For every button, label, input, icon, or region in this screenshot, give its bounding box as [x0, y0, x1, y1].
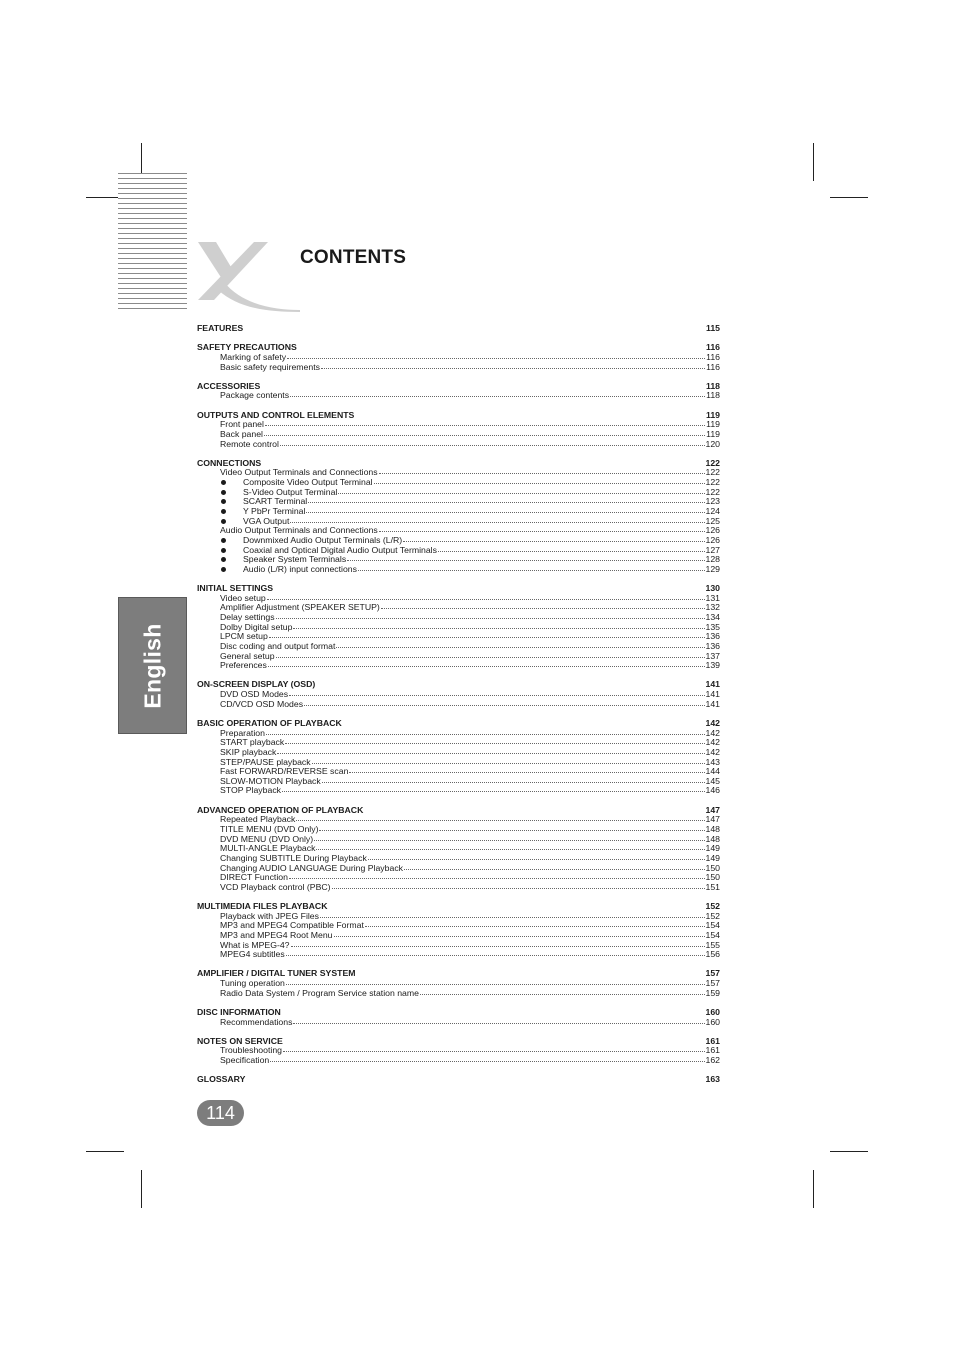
- toc-entry-page: 124: [705, 505, 720, 516]
- toc-entry-title: Changing AUDIO LANGUAGE During Playback: [220, 862, 404, 873]
- toc-leader: [420, 993, 705, 995]
- toc-leader: [290, 395, 705, 397]
- toc-entry-title: Audio Output Terminals and Connections: [220, 525, 378, 536]
- toc-leader: [264, 434, 705, 436]
- toc-entry-page: 149: [705, 843, 720, 854]
- toc-entry-title: S-Video Output Terminal: [243, 486, 338, 497]
- toc-entry-page: 141: [705, 698, 720, 709]
- toc-section: [197, 459, 720, 575]
- toc-leader: [316, 685, 704, 686]
- toc-entry-page: 142: [705, 727, 720, 738]
- toc-entry-page: 119: [706, 428, 720, 439]
- toc-section: [197, 382, 720, 401]
- toc-leader: [308, 501, 704, 503]
- toc-leader: [364, 811, 704, 812]
- toc-entry[interactable]: [197, 623, 720, 633]
- toc-heading-page: 147: [705, 804, 720, 815]
- toc-entry-title: Composite Video Output Terminal: [243, 477, 373, 488]
- toc-leader: [304, 704, 704, 706]
- toc-heading-title: ON-SCREEN DISPLAY (OSD): [197, 679, 316, 690]
- bullet-icon: [221, 567, 226, 572]
- toc-leader: [368, 858, 705, 860]
- toc-leader: [269, 636, 705, 638]
- toc-leader: [338, 492, 704, 494]
- toc-entry-page: 116: [706, 361, 720, 372]
- header-stripes: [118, 173, 187, 313]
- toc-leader: [276, 617, 705, 619]
- toc-entry-title: CD/VCD OSD Modes: [220, 698, 304, 709]
- toc-entry-title: VGA Output: [243, 515, 290, 526]
- crop-mark: [141, 1170, 142, 1208]
- toc-leader: [266, 733, 705, 735]
- toc-leader: [274, 589, 704, 590]
- bullet-icon: [221, 509, 226, 514]
- toc-entry-page: 148: [705, 833, 720, 844]
- toc-leader: [316, 848, 704, 850]
- toc-leader: [244, 329, 705, 330]
- toc-heading-page: 130: [705, 583, 720, 594]
- toc-entry-title: Coaxial and Optical Digital Audio Output Terminals: [243, 544, 437, 555]
- crop-mark: [86, 1151, 124, 1152]
- toc-entry-title: STEP/PAUSE playback: [220, 756, 311, 767]
- toc-heading-page: 119: [705, 409, 720, 420]
- toc-entry-page: 151: [705, 881, 720, 892]
- toc-heading-page: 160: [705, 1006, 720, 1017]
- crop-mark: [813, 143, 814, 181]
- toc-leader: [374, 482, 705, 484]
- bullet-icon: [221, 557, 226, 562]
- toc-entry-title: Dolby Digital setup: [220, 621, 293, 632]
- toc-section: [197, 902, 720, 960]
- toc-entry-page: 123: [705, 496, 720, 507]
- toc-leader: [319, 829, 704, 831]
- toc-entry-title: Troubleshooting: [220, 1045, 282, 1056]
- toc-entry-page: 154: [705, 920, 720, 931]
- toc-entry-page: 144: [705, 766, 720, 777]
- toc-leader: [334, 935, 705, 937]
- toc-leader: [381, 607, 705, 609]
- toc-entry-title: Tuning operation: [220, 978, 285, 989]
- bullet-icon: [221, 538, 226, 543]
- toc-entry-page: 150: [705, 862, 720, 873]
- toc-heading-page: 152: [705, 901, 720, 912]
- toc-entry[interactable]: [197, 989, 720, 999]
- toc-entry[interactable]: [197, 642, 720, 652]
- toc-entry-title: General setup: [220, 650, 275, 661]
- toc-entry[interactable]: [197, 420, 720, 430]
- toc-entry-title: Audio (L/R) input connections: [243, 563, 357, 574]
- toc-leader: [358, 569, 705, 571]
- toc-section: [197, 1008, 720, 1027]
- toc-entry[interactable]: [197, 700, 720, 710]
- toc-entry-page: 150: [705, 872, 720, 883]
- toc-heading-title: FEATURES: [197, 323, 244, 333]
- toc-section: [197, 584, 720, 671]
- language-tab: [118, 597, 187, 734]
- toc-entry-title: MPEG4 subtitles: [220, 949, 285, 960]
- toc-entry-page: 155: [705, 939, 720, 950]
- toc-entry-title: Recommendations: [220, 1016, 293, 1027]
- toc-entry-title: Fast FORWARD/REVERSE scan: [220, 766, 349, 777]
- toc-heading-page: 115: [705, 323, 720, 333]
- toc-leader: [289, 694, 704, 696]
- toc-leader: [261, 387, 705, 388]
- toc-entry-title: SLOW-MOTION Playback: [220, 775, 321, 786]
- toc-entry-page: 136: [705, 640, 720, 651]
- toc-entry-title: Downmixed Audio Output Terminals (L/R): [243, 534, 403, 545]
- toc-entry-title: Front panel: [220, 419, 264, 430]
- toc-section: [197, 1075, 720, 1085]
- toc-entry-title: DVD MENU (DVD Only): [220, 833, 314, 844]
- toc-leader: [328, 907, 704, 908]
- toc-entry-title: START playback: [220, 737, 285, 748]
- toc-entry-title: Playback with JPEG Files: [220, 910, 319, 921]
- toc-leader: [276, 656, 705, 658]
- toc-section: [197, 411, 720, 450]
- toc-entry-title: SKIP playback: [220, 746, 277, 757]
- toc-entry-title: Y PbPr Terminal: [243, 505, 306, 516]
- toc-entry-title: Video Output Terminals and Connections: [220, 467, 378, 478]
- toc-entry-page: 122: [705, 486, 720, 497]
- toc-entry-page: 132: [705, 602, 720, 613]
- toc-heading-title: GLOSSARY: [197, 1074, 246, 1085]
- toc-heading-page: 116: [705, 342, 720, 353]
- table-of-contents: [197, 324, 720, 1095]
- toc-entry-title: Marking of safety: [220, 351, 287, 362]
- toc-leader: [296, 819, 704, 821]
- toc-entry[interactable]: [197, 883, 720, 893]
- toc-entry[interactable]: [197, 603, 720, 613]
- page-number: 114: [197, 1100, 244, 1126]
- toc-entry-page: 142: [705, 737, 720, 748]
- toc-entry-page: 126: [705, 525, 720, 536]
- toc-heading-title: MULTIMEDIA FILES PLAYBACK: [197, 901, 328, 912]
- toc-heading-page: 141: [705, 679, 720, 690]
- toc-entry-page: 157: [705, 978, 720, 989]
- toc-entry[interactable]: [197, 661, 720, 671]
- toc-entry-title: Package contents: [220, 390, 290, 401]
- toc-entry-page: 149: [705, 852, 720, 863]
- toc-heading-title: SAFETY PRECAUTIONS: [197, 342, 297, 353]
- toc-heading-page: 142: [705, 717, 720, 728]
- toc-entry-title: Changing SUBTITLE During Playback: [220, 852, 367, 863]
- toc-heading[interactable]: [197, 584, 720, 594]
- page-title: CONTENTS: [300, 247, 407, 268]
- toc-leader: [438, 550, 705, 552]
- toc-entry-page: 159: [705, 987, 720, 998]
- toc-entry-title: Basic safety requirements: [220, 361, 320, 372]
- toc-heading[interactable]: [197, 411, 720, 421]
- bullet-icon: [221, 480, 226, 485]
- toc-leader: [280, 444, 705, 446]
- toc-section: [197, 343, 720, 372]
- toc-heading-page: 161: [705, 1035, 720, 1046]
- toc-leader: [404, 868, 704, 870]
- toc-entry-title: MP3 and MPEG4 Compatible Format: [220, 920, 364, 931]
- toc-entry-page: 154: [705, 929, 720, 940]
- toc-entry-page: 122: [705, 477, 720, 488]
- toc-leader: [277, 752, 704, 754]
- bullet-icon: [221, 519, 226, 524]
- toc-leader: [379, 530, 705, 532]
- toc-entry-page: 152: [705, 910, 720, 921]
- toc-entry[interactable]: [197, 440, 720, 450]
- toc-leader: [320, 916, 705, 918]
- toc-leader: [298, 348, 705, 349]
- toc-section: [197, 719, 720, 796]
- toc-entry-title: Preparation: [220, 727, 265, 738]
- toc-entry-page: 148: [705, 823, 720, 834]
- toc-leader: [379, 472, 705, 474]
- toc-entry[interactable]: [197, 1056, 720, 1066]
- toc-leader: [267, 598, 705, 600]
- toc-heading-page: 163: [705, 1074, 720, 1085]
- toc-entry-page: 134: [705, 611, 720, 622]
- toc-entry-title: Speaker System Terminals: [243, 554, 347, 565]
- toc-entry-page: 161: [705, 1045, 720, 1056]
- toc-entry-title: SCART Terminal: [243, 496, 308, 507]
- toc-entry[interactable]: [197, 565, 720, 575]
- toc-leader: [289, 877, 705, 879]
- toc-entry-page: 146: [705, 785, 720, 796]
- toc-entry-page: 141: [705, 689, 720, 700]
- toc-entry-page: 135: [705, 621, 720, 632]
- toc-leader: [332, 887, 705, 889]
- toc-leader: [349, 771, 704, 773]
- toc-entry-page: 119: [706, 419, 720, 430]
- toc-entry[interactable]: [197, 1018, 720, 1028]
- toc-heading-title: AMPLIFIER / DIGITAL TUNER SYSTEM: [197, 968, 356, 979]
- toc-entry-page: 129: [705, 563, 720, 574]
- toc-leader: [343, 724, 705, 725]
- toc-heading-title: ADVANCED OPERATION OF PLAYBACK: [197, 804, 364, 815]
- crop-mark: [830, 197, 868, 198]
- toc-heading-page: 157: [705, 968, 720, 979]
- toc-entry[interactable]: [197, 950, 720, 960]
- toc-heading-title: ACCESSORIES: [197, 380, 261, 391]
- toc-leader: [355, 416, 705, 417]
- toc-entry-title: LPCM setup: [220, 631, 268, 642]
- toc-entry-title: Back panel: [220, 428, 263, 439]
- toc-section: [197, 1037, 720, 1066]
- toc-entry-page: 136: [705, 631, 720, 642]
- toc-heading-title: BASIC OPERATION OF PLAYBACK: [197, 717, 342, 728]
- toc-heading-title: OUTPUTS AND CONTROL ELEMENTS: [197, 409, 355, 420]
- toc-leader: [312, 762, 705, 764]
- toc-entry[interactable]: [197, 1046, 720, 1056]
- toc-entry-page: 125: [705, 515, 720, 526]
- toc-heading[interactable]: [197, 719, 720, 729]
- toc-leader: [336, 646, 704, 648]
- toc-heading[interactable]: [197, 324, 720, 334]
- toc-entry[interactable]: [197, 786, 720, 796]
- toc-leader: [270, 1060, 704, 1062]
- toc-leader: [293, 1022, 704, 1024]
- toc-leader: [284, 1042, 705, 1043]
- toc-entry-title: Video setup: [220, 592, 266, 603]
- toc-entry-title: DVD OSD Modes: [220, 689, 289, 700]
- toc-leader: [290, 521, 704, 523]
- toc-entry-title: VCD Playback control (PBC): [220, 881, 331, 892]
- toc-leader: [287, 357, 705, 359]
- toc-entry-page: 139: [705, 660, 720, 671]
- toc-entry[interactable]: [197, 391, 720, 401]
- x-logo-icon: [194, 238, 304, 314]
- toc-entry-page: 145: [705, 775, 720, 786]
- toc-leader: [356, 974, 704, 975]
- toc-entry-title: DIRECT Function: [220, 872, 288, 883]
- toc-entry-page: 156: [705, 949, 720, 960]
- crop-mark: [830, 1151, 868, 1152]
- toc-entry-page: 118: [706, 390, 720, 401]
- bullet-icon: [221, 548, 226, 553]
- toc-leader: [282, 790, 704, 792]
- toc-heading-title: DISC INFORMATION: [197, 1006, 281, 1017]
- toc-leader: [314, 839, 704, 841]
- toc-entry-title: Radio Data System / Program Service station name: [220, 987, 419, 998]
- toc-entry-page: 147: [705, 814, 720, 825]
- toc-leader: [293, 627, 704, 629]
- toc-entry-page: 128: [705, 554, 720, 565]
- toc-entry-title: Delay settings: [220, 611, 275, 622]
- toc-leader: [286, 954, 705, 956]
- toc-leader: [347, 559, 704, 561]
- bullet-icon: [221, 490, 226, 495]
- toc-heading-title: NOTES ON SERVICE: [197, 1035, 283, 1046]
- toc-leader: [265, 424, 705, 426]
- toc-entry-page: 120: [705, 438, 720, 449]
- toc-entry-page: 137: [705, 650, 720, 661]
- toc-section: [197, 324, 720, 334]
- toc-entry-title: Disc coding and output format: [220, 640, 336, 651]
- toc-entry-title: Amplifier Adjustment (SPEAKER SETUP): [220, 602, 380, 613]
- toc-section: [197, 969, 720, 998]
- toc-leader: [283, 1050, 705, 1052]
- toc-leader: [246, 1080, 704, 1081]
- toc-entry-page: 143: [705, 756, 720, 767]
- toc-entry-title: Specification: [220, 1055, 270, 1066]
- toc-leader: [322, 781, 705, 783]
- toc-leader: [286, 983, 705, 985]
- toc-leader: [285, 742, 704, 744]
- bullet-icon: [221, 499, 226, 504]
- toc-entry-title: MP3 and MPEG4 Root Menu: [220, 929, 333, 940]
- crop-mark: [813, 1170, 814, 1208]
- toc-leader: [268, 665, 705, 667]
- toc-leader: [282, 1013, 705, 1014]
- toc-entry-title: Repeated Playback: [220, 814, 296, 825]
- toc-entry-page: 142: [705, 746, 720, 757]
- toc-leader: [403, 540, 704, 542]
- toc-heading[interactable]: [197, 1075, 720, 1085]
- toc-heading-title: INITIAL SETTINGS: [197, 583, 274, 594]
- toc-heading-page: 118: [705, 380, 720, 391]
- toc-entry-page: 127: [705, 544, 720, 555]
- toc-entry-page: 131: [705, 592, 720, 603]
- toc-entry-title: What is MPEG-4?: [220, 939, 290, 950]
- toc-heading-page: 122: [705, 457, 720, 468]
- toc-entry[interactable]: [197, 652, 720, 662]
- toc-entry-title: MULTI-ANGLE Playback: [220, 843, 316, 854]
- toc-leader: [291, 945, 705, 947]
- toc-leader: [365, 925, 705, 927]
- toc-entry-title: Preferences: [220, 660, 267, 671]
- toc-entry-page: 162: [705, 1055, 720, 1066]
- toc-entry-title: Remote control: [220, 438, 279, 449]
- toc-section: [197, 680, 720, 709]
- toc-entry-title: STOP Playback: [220, 785, 282, 796]
- toc-entry-page: 160: [705, 1016, 720, 1027]
- toc-leader: [306, 511, 704, 513]
- toc-entry[interactable]: [197, 363, 720, 373]
- toc-section: [197, 806, 720, 893]
- toc-leader: [262, 464, 704, 465]
- toc-entry-page: 126: [705, 534, 720, 545]
- language-tab-label: English: [139, 622, 165, 709]
- toc-entry-page: 116: [706, 351, 720, 362]
- toc-leader: [321, 367, 705, 369]
- toc-entry-page: 122: [705, 467, 720, 478]
- toc-heading-title: CONNECTIONS: [197, 457, 262, 468]
- toc-entry-title: TITLE MENU (DVD Only): [220, 823, 319, 834]
